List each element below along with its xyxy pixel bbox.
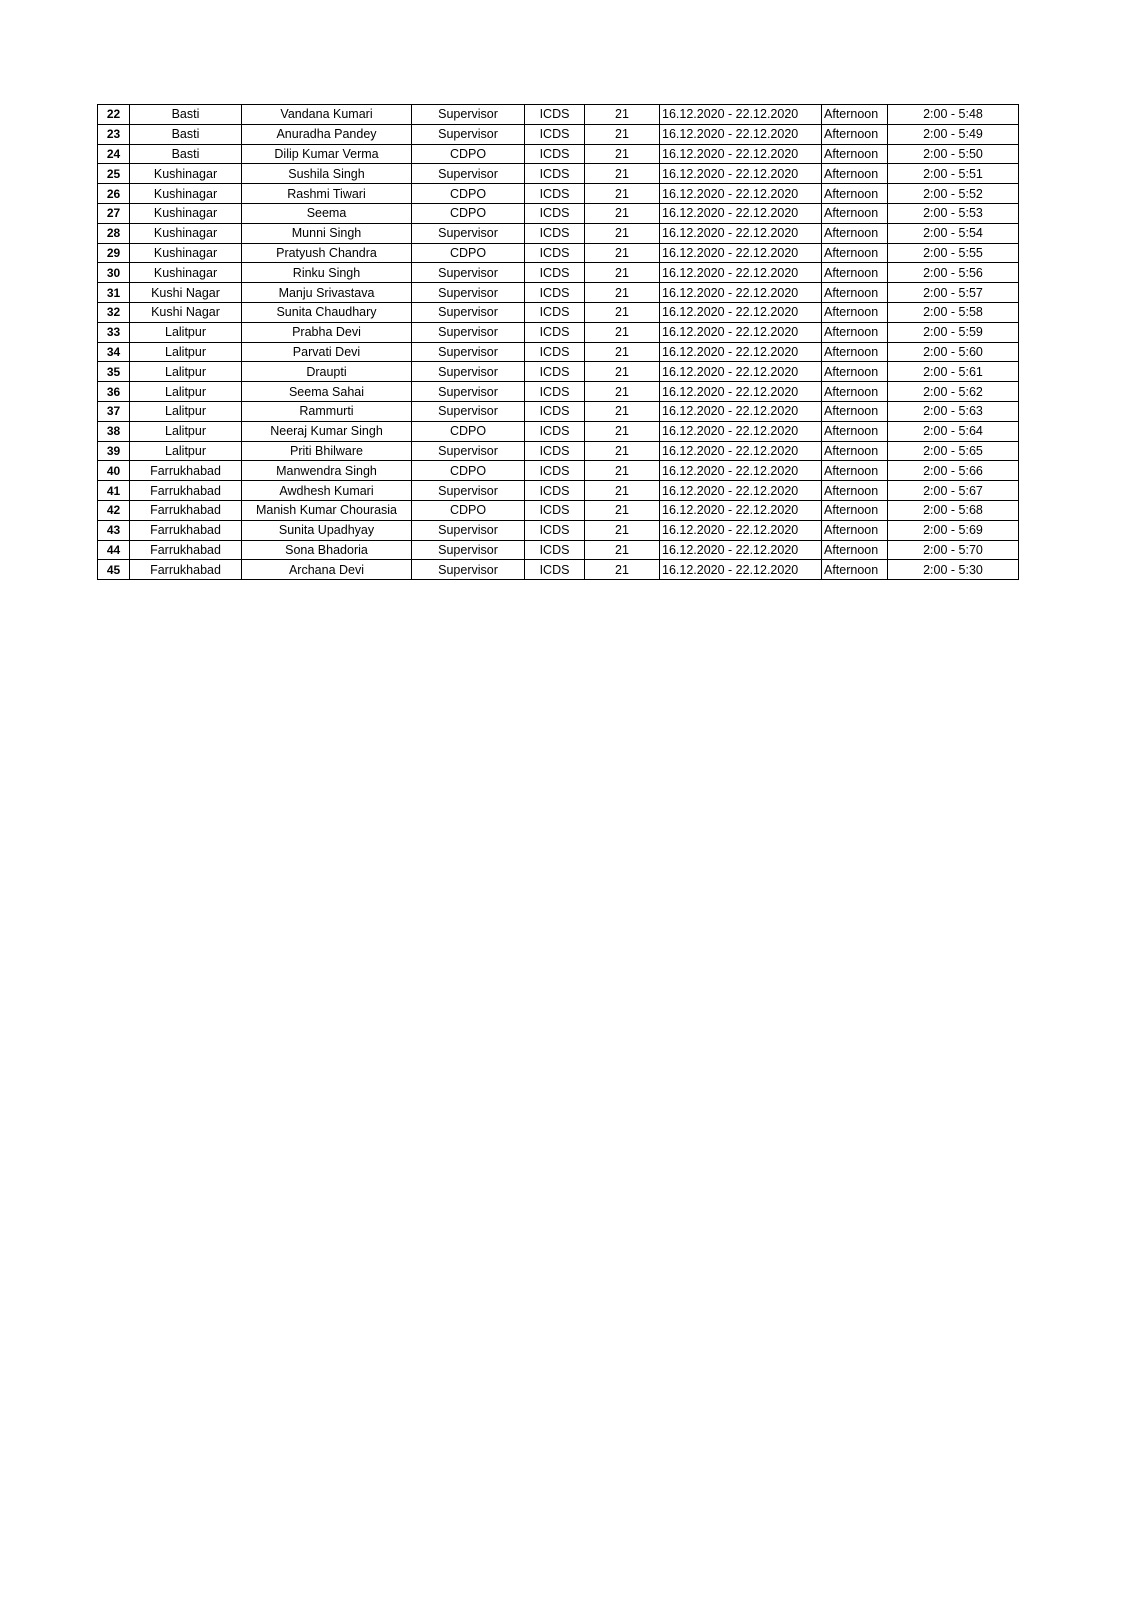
period-cell: 16.12.2020 - 22.12.2020 — [660, 560, 822, 580]
sno-cell: 23 — [98, 124, 130, 144]
period-cell: 16.12.2020 - 22.12.2020 — [660, 540, 822, 560]
name-cell: Anuradha Pandey — [242, 124, 412, 144]
name-cell: Parvati Devi — [242, 342, 412, 362]
period-cell: 16.12.2020 - 22.12.2020 — [660, 520, 822, 540]
district-cell: Kushinagar — [130, 184, 242, 204]
designation-cell: Supervisor — [412, 223, 525, 243]
table-row — [98, 520, 1019, 540]
days-cell: 21 — [585, 441, 660, 461]
session-cell: Afternoon — [822, 441, 888, 461]
district-cell: Farrukhabad — [130, 461, 242, 481]
days-cell: 21 — [585, 144, 660, 164]
district-cell: Basti — [130, 105, 242, 125]
table-body — [98, 105, 1019, 580]
session-cell: Afternoon — [822, 164, 888, 184]
days-cell: 21 — [585, 401, 660, 421]
table-row — [98, 560, 1019, 580]
time-cell: 2:00 - 5:61 — [888, 362, 1019, 382]
district-cell: Farrukhabad — [130, 560, 242, 580]
district-cell: Farrukhabad — [130, 520, 242, 540]
period-cell: 16.12.2020 - 22.12.2020 — [660, 342, 822, 362]
days-cell: 21 — [585, 520, 660, 540]
district-cell: Lalitpur — [130, 382, 242, 402]
designation-cell: CDPO — [412, 203, 525, 223]
days-cell: 21 — [585, 421, 660, 441]
sno-cell: 41 — [98, 481, 130, 501]
table-row — [98, 401, 1019, 421]
days-cell: 21 — [585, 322, 660, 342]
department-cell: ICDS — [525, 441, 585, 461]
days-cell: 21 — [585, 342, 660, 362]
session-cell: Afternoon — [822, 243, 888, 263]
days-cell: 21 — [585, 540, 660, 560]
name-cell: Rashmi Tiwari — [242, 184, 412, 204]
session-cell: Afternoon — [822, 401, 888, 421]
table-row — [98, 164, 1019, 184]
designation-cell: Supervisor — [412, 520, 525, 540]
period-cell: 16.12.2020 - 22.12.2020 — [660, 421, 822, 441]
department-cell: ICDS — [525, 263, 585, 283]
session-cell: Afternoon — [822, 322, 888, 342]
name-cell: Seema Sahai — [242, 382, 412, 402]
time-cell: 2:00 - 5:30 — [888, 560, 1019, 580]
name-cell: Sona Bhadoria — [242, 540, 412, 560]
department-cell: ICDS — [525, 401, 585, 421]
session-cell: Afternoon — [822, 203, 888, 223]
district-cell: Kushi Nagar — [130, 302, 242, 322]
designation-cell: Supervisor — [412, 481, 525, 501]
department-cell: ICDS — [525, 203, 585, 223]
department-cell: ICDS — [525, 362, 585, 382]
district-cell: Kushinagar — [130, 223, 242, 243]
period-cell: 16.12.2020 - 22.12.2020 — [660, 283, 822, 303]
sno-cell: 37 — [98, 401, 130, 421]
name-cell: Sunita Upadhyay — [242, 520, 412, 540]
table-row — [98, 342, 1019, 362]
session-cell: Afternoon — [822, 461, 888, 481]
days-cell: 21 — [585, 382, 660, 402]
table-row — [98, 500, 1019, 520]
session-cell: Afternoon — [822, 283, 888, 303]
name-cell: Pratyush Chandra — [242, 243, 412, 263]
designation-cell: Supervisor — [412, 382, 525, 402]
days-cell: 21 — [585, 461, 660, 481]
time-cell: 2:00 - 5:62 — [888, 382, 1019, 402]
session-cell: Afternoon — [822, 500, 888, 520]
department-cell: ICDS — [525, 124, 585, 144]
department-cell: ICDS — [525, 461, 585, 481]
period-cell: 16.12.2020 - 22.12.2020 — [660, 243, 822, 263]
days-cell: 21 — [585, 263, 660, 283]
district-cell: Kushinagar — [130, 263, 242, 283]
district-cell: Lalitpur — [130, 441, 242, 461]
days-cell: 21 — [585, 164, 660, 184]
designation-cell: CDPO — [412, 500, 525, 520]
name-cell: Prabha Devi — [242, 322, 412, 342]
session-cell: Afternoon — [822, 362, 888, 382]
period-cell: 16.12.2020 - 22.12.2020 — [660, 223, 822, 243]
name-cell: Vandana Kumari — [242, 105, 412, 125]
session-cell: Afternoon — [822, 540, 888, 560]
designation-cell: Supervisor — [412, 302, 525, 322]
sno-cell: 32 — [98, 302, 130, 322]
table-row — [98, 481, 1019, 501]
name-cell: Sunita Chaudhary — [242, 302, 412, 322]
table-row — [98, 124, 1019, 144]
table-row — [98, 441, 1019, 461]
period-cell: 16.12.2020 - 22.12.2020 — [660, 322, 822, 342]
department-cell: ICDS — [525, 243, 585, 263]
days-cell: 21 — [585, 105, 660, 125]
designation-cell: Supervisor — [412, 283, 525, 303]
session-cell: Afternoon — [822, 105, 888, 125]
name-cell: Rinku Singh — [242, 263, 412, 283]
time-cell: 2:00 - 5:65 — [888, 441, 1019, 461]
time-cell: 2:00 - 5:69 — [888, 520, 1019, 540]
session-cell: Afternoon — [822, 520, 888, 540]
period-cell: 16.12.2020 - 22.12.2020 — [660, 203, 822, 223]
name-cell: Archana Devi — [242, 560, 412, 580]
sno-cell: 39 — [98, 441, 130, 461]
time-cell: 2:00 - 5:56 — [888, 263, 1019, 283]
days-cell: 21 — [585, 500, 660, 520]
time-cell: 2:00 - 5:63 — [888, 401, 1019, 421]
days-cell: 21 — [585, 124, 660, 144]
designation-cell: Supervisor — [412, 124, 525, 144]
sno-cell: 34 — [98, 342, 130, 362]
days-cell: 21 — [585, 362, 660, 382]
period-cell: 16.12.2020 - 22.12.2020 — [660, 105, 822, 125]
days-cell: 21 — [585, 302, 660, 322]
session-cell: Afternoon — [822, 302, 888, 322]
period-cell: 16.12.2020 - 22.12.2020 — [660, 441, 822, 461]
name-cell: Dilip Kumar Verma — [242, 144, 412, 164]
time-cell: 2:00 - 5:53 — [888, 203, 1019, 223]
district-cell: Farrukhabad — [130, 540, 242, 560]
name-cell: Awdhesh Kumari — [242, 481, 412, 501]
days-cell: 21 — [585, 560, 660, 580]
session-cell: Afternoon — [822, 144, 888, 164]
district-cell: Lalitpur — [130, 401, 242, 421]
sno-cell: 24 — [98, 144, 130, 164]
district-cell: Lalitpur — [130, 342, 242, 362]
sno-cell: 30 — [98, 263, 130, 283]
department-cell: ICDS — [525, 520, 585, 540]
name-cell: Manju Srivastava — [242, 283, 412, 303]
days-cell: 21 — [585, 481, 660, 501]
sno-cell: 25 — [98, 164, 130, 184]
period-cell: 16.12.2020 - 22.12.2020 — [660, 302, 822, 322]
sno-cell: 36 — [98, 382, 130, 402]
period-cell: 16.12.2020 - 22.12.2020 — [660, 144, 822, 164]
sno-cell: 26 — [98, 184, 130, 204]
name-cell: Sushila Singh — [242, 164, 412, 184]
department-cell: ICDS — [525, 144, 585, 164]
time-cell: 2:00 - 5:58 — [888, 302, 1019, 322]
time-cell: 2:00 - 5:64 — [888, 421, 1019, 441]
district-cell: Kushinagar — [130, 243, 242, 263]
sno-cell: 28 — [98, 223, 130, 243]
department-cell: ICDS — [525, 421, 585, 441]
time-cell: 2:00 - 5:55 — [888, 243, 1019, 263]
time-cell: 2:00 - 5:51 — [888, 164, 1019, 184]
department-cell: ICDS — [525, 184, 585, 204]
time-cell: 2:00 - 5:66 — [888, 461, 1019, 481]
sno-cell: 27 — [98, 203, 130, 223]
sno-cell: 22 — [98, 105, 130, 125]
time-cell: 2:00 - 5:48 — [888, 105, 1019, 125]
sno-cell: 31 — [98, 283, 130, 303]
period-cell: 16.12.2020 - 22.12.2020 — [660, 500, 822, 520]
table-row — [98, 283, 1019, 303]
session-cell: Afternoon — [822, 560, 888, 580]
table-row — [98, 203, 1019, 223]
sno-cell: 42 — [98, 500, 130, 520]
sno-cell: 33 — [98, 322, 130, 342]
designation-cell: CDPO — [412, 421, 525, 441]
time-cell: 2:00 - 5:59 — [888, 322, 1019, 342]
period-cell: 16.12.2020 - 22.12.2020 — [660, 263, 822, 283]
district-cell: Lalitpur — [130, 322, 242, 342]
time-cell: 2:00 - 5:49 — [888, 124, 1019, 144]
time-cell: 2:00 - 5:50 — [888, 144, 1019, 164]
session-cell: Afternoon — [822, 263, 888, 283]
designation-cell: Supervisor — [412, 342, 525, 362]
table-row — [98, 322, 1019, 342]
days-cell: 21 — [585, 243, 660, 263]
period-cell: 16.12.2020 - 22.12.2020 — [660, 481, 822, 501]
designation-cell: Supervisor — [412, 540, 525, 560]
participants-table — [97, 104, 1019, 580]
district-cell: Kushi Nagar — [130, 283, 242, 303]
name-cell: Munni Singh — [242, 223, 412, 243]
table-row — [98, 302, 1019, 322]
designation-cell: Supervisor — [412, 441, 525, 461]
department-cell: ICDS — [525, 302, 585, 322]
designation-cell: CDPO — [412, 243, 525, 263]
department-cell: ICDS — [525, 223, 585, 243]
designation-cell: Supervisor — [412, 322, 525, 342]
period-cell: 16.12.2020 - 22.12.2020 — [660, 382, 822, 402]
department-cell: ICDS — [525, 481, 585, 501]
session-cell: Afternoon — [822, 124, 888, 144]
days-cell: 21 — [585, 203, 660, 223]
designation-cell: Supervisor — [412, 401, 525, 421]
sno-cell: 29 — [98, 243, 130, 263]
district-cell: Basti — [130, 124, 242, 144]
district-cell: Kushinagar — [130, 164, 242, 184]
sno-cell: 44 — [98, 540, 130, 560]
session-cell: Afternoon — [822, 481, 888, 501]
table-row — [98, 144, 1019, 164]
department-cell: ICDS — [525, 382, 585, 402]
designation-cell: Supervisor — [412, 164, 525, 184]
name-cell: Priti Bhilware — [242, 441, 412, 461]
table-row — [98, 421, 1019, 441]
period-cell: 16.12.2020 - 22.12.2020 — [660, 461, 822, 481]
sno-cell: 40 — [98, 461, 130, 481]
sno-cell: 38 — [98, 421, 130, 441]
district-cell: Farrukhabad — [130, 500, 242, 520]
time-cell: 2:00 - 5:57 — [888, 283, 1019, 303]
district-cell: Lalitpur — [130, 362, 242, 382]
table-row — [98, 382, 1019, 402]
session-cell: Afternoon — [822, 184, 888, 204]
department-cell: ICDS — [525, 342, 585, 362]
designation-cell: CDPO — [412, 461, 525, 481]
table-row — [98, 362, 1019, 382]
department-cell: ICDS — [525, 322, 585, 342]
department-cell: ICDS — [525, 283, 585, 303]
sno-cell: 43 — [98, 520, 130, 540]
table-row — [98, 105, 1019, 125]
period-cell: 16.12.2020 - 22.12.2020 — [660, 164, 822, 184]
session-cell: Afternoon — [822, 421, 888, 441]
name-cell: Seema — [242, 203, 412, 223]
name-cell: Neeraj Kumar Singh — [242, 421, 412, 441]
name-cell: Draupti — [242, 362, 412, 382]
session-cell: Afternoon — [822, 342, 888, 362]
period-cell: 16.12.2020 - 22.12.2020 — [660, 401, 822, 421]
table-row — [98, 263, 1019, 283]
period-cell: 16.12.2020 - 22.12.2020 — [660, 184, 822, 204]
time-cell: 2:00 - 5:70 — [888, 540, 1019, 560]
district-cell: Farrukhabad — [130, 481, 242, 501]
table-row — [98, 540, 1019, 560]
sno-cell: 35 — [98, 362, 130, 382]
name-cell: Rammurti — [242, 401, 412, 421]
days-cell: 21 — [585, 223, 660, 243]
designation-cell: CDPO — [412, 144, 525, 164]
session-cell: Afternoon — [822, 382, 888, 402]
table-row — [98, 184, 1019, 204]
department-cell: ICDS — [525, 540, 585, 560]
sno-cell: 45 — [98, 560, 130, 580]
period-cell: 16.12.2020 - 22.12.2020 — [660, 124, 822, 144]
table-row — [98, 461, 1019, 481]
department-cell: ICDS — [525, 164, 585, 184]
time-cell: 2:00 - 5:67 — [888, 481, 1019, 501]
time-cell: 2:00 - 5:60 — [888, 342, 1019, 362]
time-cell: 2:00 - 5:52 — [888, 184, 1019, 204]
days-cell: 21 — [585, 184, 660, 204]
days-cell: 21 — [585, 283, 660, 303]
designation-cell: Supervisor — [412, 362, 525, 382]
department-cell: ICDS — [525, 500, 585, 520]
department-cell: ICDS — [525, 560, 585, 580]
time-cell: 2:00 - 5:68 — [888, 500, 1019, 520]
district-cell: Lalitpur — [130, 421, 242, 441]
session-cell: Afternoon — [822, 223, 888, 243]
name-cell: Manwendra Singh — [242, 461, 412, 481]
district-cell: Basti — [130, 144, 242, 164]
designation-cell: CDPO — [412, 184, 525, 204]
name-cell: Manish Kumar Chourasia — [242, 500, 412, 520]
time-cell: 2:00 - 5:54 — [888, 223, 1019, 243]
designation-cell: Supervisor — [412, 105, 525, 125]
table-row — [98, 223, 1019, 243]
designation-cell: Supervisor — [412, 560, 525, 580]
designation-cell: Supervisor — [412, 263, 525, 283]
department-cell: ICDS — [525, 105, 585, 125]
table-row — [98, 243, 1019, 263]
district-cell: Kushinagar — [130, 203, 242, 223]
period-cell: 16.12.2020 - 22.12.2020 — [660, 362, 822, 382]
